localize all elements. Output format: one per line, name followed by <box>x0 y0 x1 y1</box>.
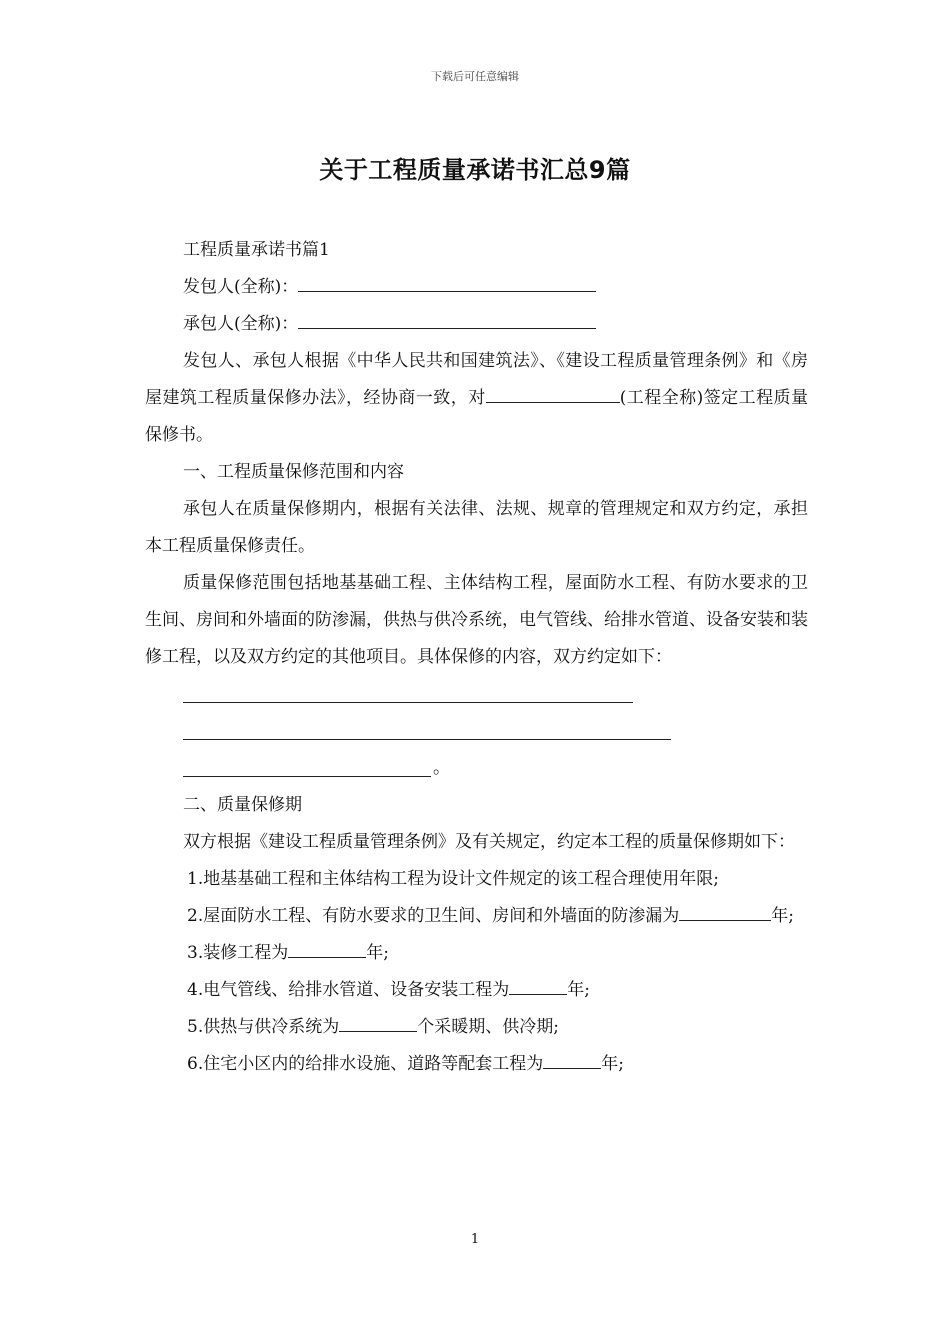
list-item: 1.地基基础工程和主体结构工程为设计文件规定的该工程合理使用年限; <box>187 869 719 889</box>
years-blank <box>509 976 567 995</box>
list-item: 5.供热与供冷系统为 个采暖期、供冷期; <box>145 1009 808 1046</box>
party-b-blank <box>298 310 596 329</box>
list-item: 3.装修工程为 年; <box>145 935 808 972</box>
list-item: 4.电气管线、给排水管道、设备安装工程为 年; <box>145 972 808 1009</box>
section-heading: 工程质量承诺书篇1 <box>183 240 330 260</box>
years-blank <box>288 939 366 958</box>
paragraph-warranty-period: 双方根据《建设工程质量管理条例》及有关规定，约定本工程的质量保修期如下： <box>183 832 795 852</box>
paragraph-responsibility: 承包人在质量保修期内，根据有关法律、法规、规章的管理规定和双方约定，承担本工程质量保修责任。 <box>145 499 808 556</box>
document-title: 关于工程质量承诺书汇总9篇 <box>319 156 631 184</box>
list-item: 2.屋面防水工程、有防水要求的卫生间、房间和外墙面的防渗漏为 年; <box>145 898 808 935</box>
years-blank-cont <box>737 902 771 921</box>
blank-line <box>183 702 633 703</box>
party-b-label: 承包人(全称)： <box>183 314 299 334</box>
agreement-blank-line-2 <box>145 713 808 750</box>
heading-warranty-period: 二、质量保修期 <box>183 795 302 815</box>
document-body <box>145 232 808 1083</box>
intro-part2: (工程全称)签定工程质量保修书。 <box>145 388 809 445</box>
paragraph-scope: 质量保修范围包括地基基础工程、主体结构工程，屋面防水工程、有防水要求的卫生间、房间和外墙面的防渗漏，供热与供冷系统，电气管线、给排水管道、设备安装和装修工程，以及双方约定的其他项目。具体保修的内容，双方约定如下： <box>145 573 808 667</box>
agreement-blank-line-1 <box>145 676 808 713</box>
intro-paragraph <box>145 343 808 454</box>
heading-scope: 一、工程质量保修范围和内容 <box>183 462 404 482</box>
periods-blank <box>339 1013 417 1032</box>
years-blank <box>543 1050 601 1069</box>
list-item: 6.住宅小区内的给排水设施、道路等配套工程为 年; <box>145 1046 808 1083</box>
header-note: 下载后可任意编辑 <box>431 70 519 83</box>
years-blank <box>679 902 737 921</box>
party-a-label: 发包人(全称)： <box>183 277 299 297</box>
blank-end-mark: 。 <box>433 758 450 778</box>
intro-part1: 发包人、承包人根据《中华人民共和国建筑法》、《建设工程质量管理条例》和《房屋建筑工程质量保修办法》，经协商一致，对 <box>145 351 808 408</box>
party-b-line <box>145 306 808 343</box>
agreement-blank-line-3 <box>145 750 808 787</box>
blank-line <box>183 739 671 740</box>
blank-line <box>183 776 431 777</box>
party-a-line <box>145 269 808 306</box>
project-name-blank <box>486 384 620 403</box>
party-a-blank <box>298 273 596 292</box>
page-number: 1 <box>470 1232 480 1247</box>
